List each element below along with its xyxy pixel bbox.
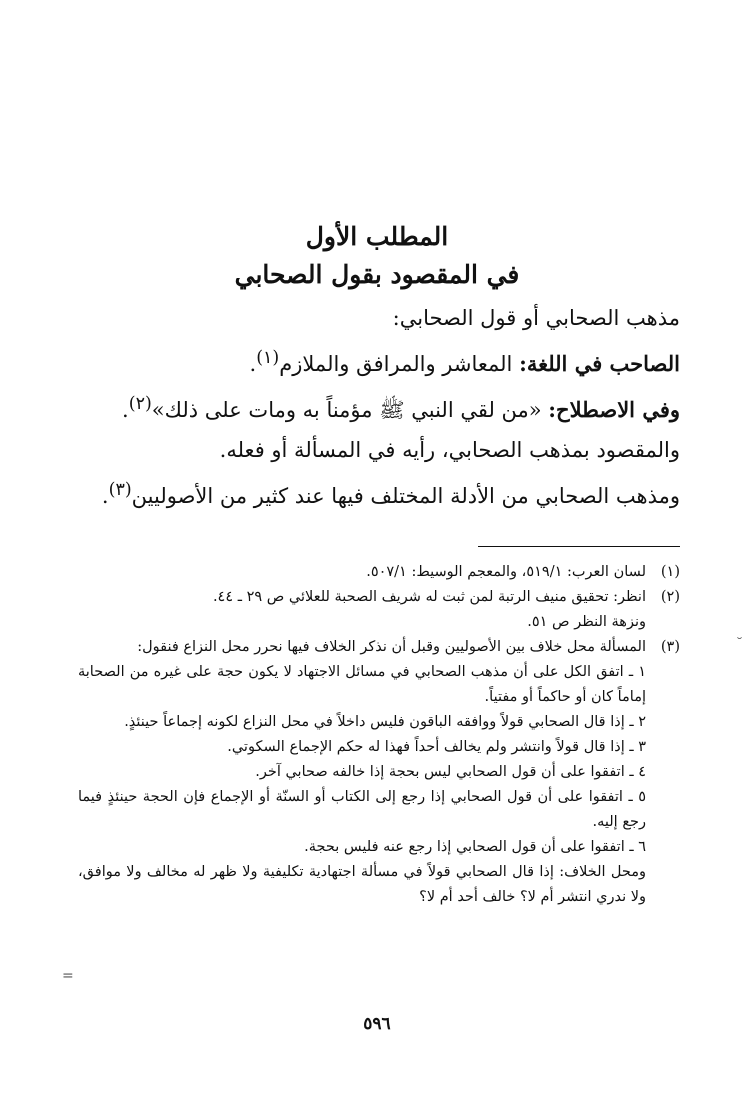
footnote-3-dispute: ومحل الخلاف: إذا قال الصحابي قولاً في مسألة اجتهادية تكليفية ولا ظهر له مخالف ولا موافق، ولا ندري انتشر أم لا؟ خالف أحد أم لا؟ <box>78 864 646 905</box>
margin-mark-icon: ˘ <box>736 636 743 652</box>
footnote-1 <box>78 560 680 585</box>
footnote-3-point-2: ٢ ـ إذا قال الصحابي قولاً ووافقه الباقون فليس داخلاً في محل النزاع لكونه إجماعاً حينئذٍ. <box>124 714 646 730</box>
term-text: «من لقي النبي ﷺ مؤمناً به ومات على ذلك» <box>151 398 542 422</box>
main-text <box>78 298 680 516</box>
evidence-footnote-ref: (٣) <box>108 480 132 500</box>
footnote-2 <box>78 585 680 610</box>
lang-definition: الصاحب في اللغة: المعاشر والمرافق والملازم$^{(١)}$. <box>249 348 680 376</box>
footnote-2-continuation: ونزهة النظر ص ٥١. <box>527 614 646 630</box>
footnote-3-point-1: ١ ـ اتفق الكل على أن مذهب الصحابي في مسائل الاجتهاد لا يكون حجة على غيره من الصحابة إماماً كان أو حاكماً أو مفتياً. <box>78 664 646 705</box>
term-label: وفي الاصطلاح: <box>548 397 680 422</box>
footnote-3 <box>78 635 680 660</box>
footnote-number: (١) <box>660 564 680 580</box>
footnote-3-point-4: ٤ ـ اتفقوا على أن قول الصحابي ليس بحجة إذا خالفه صحابي آخر. <box>255 764 646 780</box>
intro-line: مذهب الصحابي أو قول الصحابي: <box>392 306 680 330</box>
page-number: ٥٩٦ <box>363 1014 391 1034</box>
term-definition: وفي الاصطلاح: «من لقي النبي ﷺ مؤمناً به ومات على ذلك»$^{(٢)}$. <box>122 394 680 422</box>
section-title: المطلب الأول <box>305 222 449 251</box>
section-subtitle: في المقصود بقول الصحابي <box>234 260 520 289</box>
evidence-paragraph: ومذهب الصحابي من الأدلة المختلف فيها عند كثير من الأصوليين$^{(٣)}$. <box>101 480 680 508</box>
footnote-number: (٣) <box>660 639 680 655</box>
meaning-line: والمقصود بمذهب الصحابي، رأيه في المسألة أو فعله. <box>219 438 680 462</box>
term-footnote-ref: (٢) <box>128 394 152 414</box>
lang-label: الصاحب في اللغة: <box>519 351 680 376</box>
lang-footnote-ref: (١) <box>256 348 280 368</box>
margin-mark-icon: = <box>62 968 74 984</box>
footnote-number: (٢) <box>660 589 680 605</box>
footnote-text: المسألة محل خلاف بين الأصوليين وقبل أن نذكر الخلاف فيها نحرر محل النزاع فنقول: <box>137 639 646 655</box>
footnote-separator <box>478 546 680 547</box>
footnote-3-point-6: ٦ ـ اتفقوا على أن قول الصحابي إذا رجع عنه فليس بحجة. <box>304 839 646 855</box>
footnote-3-point-5: ٥ ـ اتفقوا على أن قول الصحابي إذا رجع إلى الكتاب أو السنّة أو الإجماع فإن الحجة حينئذٍ فيما رجع إليه. <box>78 789 646 830</box>
lang-text: المعاشر والمرافق والملازم <box>279 352 513 376</box>
footnotes <box>78 560 680 910</box>
footnote-3-point-3: ٣ ـ إذا قال قولاً وانتشر ولم يخالف أحداً فهذا له حكم الإجماع السكوتي. <box>227 739 646 755</box>
footnote-text: انظر: تحقيق منيف الرتبة لمن ثبت له شريف الصحبة للعلائي ص ٢٩ ـ ٤٤. <box>212 589 646 605</box>
evidence-text: ومذهب الصحابي من الأدلة المختلف فيها عند كثير من الأصوليين <box>131 484 680 508</box>
footnote-text: لسان العرب: ٥١٩/١، والمعجم الوسيط: ٥٠٧/١. <box>366 564 646 580</box>
